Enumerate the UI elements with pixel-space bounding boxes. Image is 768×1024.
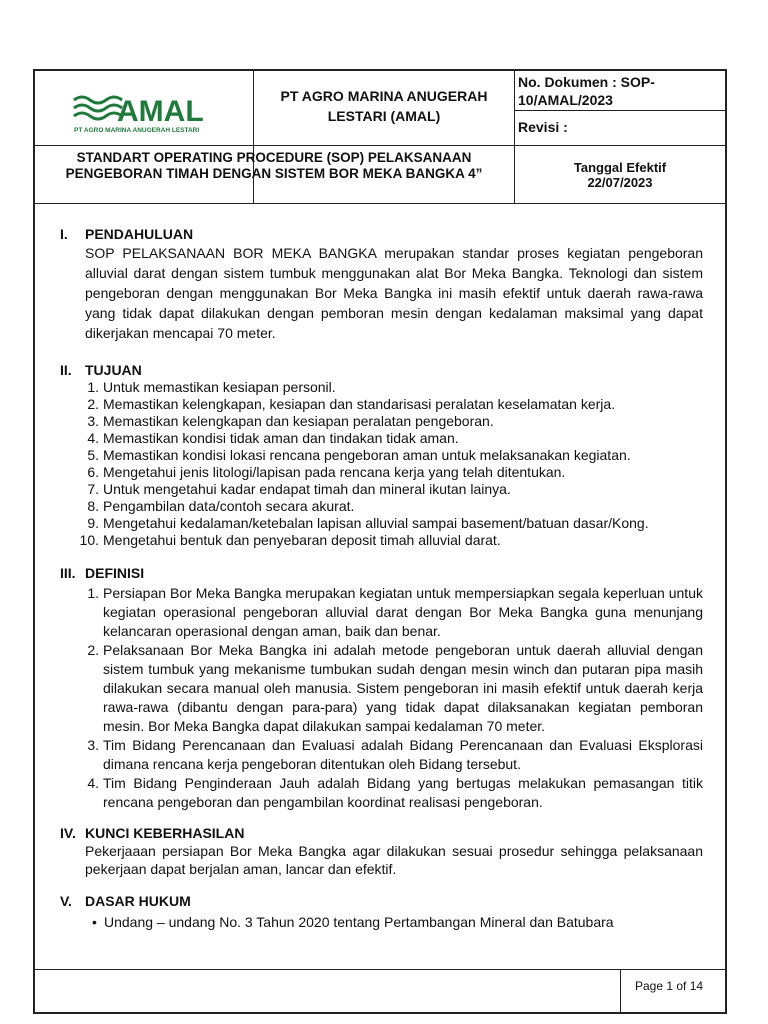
section-paragraph: Pekerjaaan persiapan Bor Meka Bangka agar dilakukan sesuai prosedur sehingga pelaksanaan pekerjaan dapat berjalan aman, lancar dan efektif. [85, 843, 703, 877]
company-name: PT AGRO MARINA ANUGERAH LESTARI (AMAL) [280, 88, 488, 124]
list-item-text: Memastikan kelengkapan, kesiapan dan standarisasi peralatan keselamatan kerja. [103, 396, 616, 412]
list-item-number: 5. [87, 447, 99, 463]
section-heading [60, 225, 703, 243]
section-dasar-hukum [60, 892, 703, 931]
section-number: I. [60, 226, 68, 242]
section-number: II. [60, 362, 72, 378]
section-paragraph: SOP PELAKSANAAN BOR MEKA BANGKA merupakan standar proses kegiatan pengeboran alluvial darat dengan sistem tumbuk menggunakan alat Bor Meka Bangka. Teknologi dan sistem pengeboran dengan menggunakan Bor Meka Bangka ini masih efektif untuk daerah rawa-rawa yang tidak dapat dilakukan dengan pemboran mesin dengan kedalaman maksimal yang dapat dikerjakan mencapai 70 meter. [85, 245, 703, 341]
section-title: TUJUAN [85, 362, 142, 378]
section-heading [60, 892, 703, 910]
logo-waves-icon [72, 92, 222, 138]
list-item [60, 379, 703, 396]
list-item-text: Memastikan kondisi tidak aman dan tindakan tidak aman. [103, 430, 459, 446]
logo-subtext: PT AGRO MARINA ANUGERAH LESTARI [74, 127, 200, 134]
header-divider [514, 110, 727, 111]
list-item [60, 736, 703, 774]
list-item-number: 2. [87, 642, 99, 658]
document-body [60, 225, 703, 945]
section-title: PENDAHULUAN [85, 226, 194, 242]
section-number: III. [60, 565, 76, 581]
list-item-number: 8. [87, 498, 99, 514]
section-title: DEFINISI [85, 565, 145, 581]
list-item-number: 1. [87, 585, 99, 601]
logo-text: AMAL [117, 95, 204, 128]
list-item [60, 584, 703, 641]
list-item-text: Persiapan Bor Meka Bangka merupakan kegiatan untuk mempersiapkan segala keperluan untuk kegiatan operasional pengeboran alluvial darat dengan Bor Meka Bangka guna menunjang kelancaran operasional dengan aman, baik dan benar. [103, 585, 703, 639]
page-number: Page 1 of 14 [635, 979, 704, 993]
list-item-number: 4. [87, 775, 99, 791]
section-heading [60, 361, 703, 379]
header-divider [514, 69, 515, 203]
definisi-list [60, 584, 703, 812]
header-divider [33, 203, 727, 204]
list-item [60, 447, 703, 464]
header-divider [253, 69, 254, 203]
section-title: KUNCI KEBERHASILAN [85, 825, 245, 841]
list-item-text: Memastikan kelengkapan dan kesiapan peralatan pengeboran. [103, 413, 494, 429]
list-item-text: Pelaksanaan Bor Meka Bangka ini adalah metode pengeboran untuk daerah alluvial dengan sistem tumbuk yang mekanisme tumbukan sudah dengan mesin winch dan putaran pipa masih dilakukan secara manual oleh manusia. Sistem pengeboran ini masih efektif untuk daerah kerja rawa-rawa (dibantu dengan para-para) yang tidak dapat dilaksanakan kegiatan pemboran mesin. Bor Meka Bangka dapat dilakukan sampai kedalaman 70 meter. [103, 642, 703, 734]
list-item [60, 396, 703, 413]
section-title: DASAR HUKUM [85, 893, 191, 909]
section-tujuan [60, 361, 703, 549]
list-item-number: 2. [87, 396, 99, 412]
list-item-number: 3. [87, 737, 99, 753]
bullet-text: Undang – undang No. 3 Tahun 2020 tentang Pertambangan Mineral dan Batubara [104, 914, 614, 930]
list-item [60, 515, 703, 532]
revision-label: Revisi : [518, 119, 568, 135]
list-item [60, 481, 703, 498]
list-item-number: 7. [87, 481, 99, 497]
list-item-text: Untuk mengetahui kadar endapat timah dan mineral ikutan lainya. [103, 481, 511, 497]
effective-date-block [518, 160, 722, 190]
list-item-text: Untuk memastikan kesiapan personil. [103, 379, 336, 395]
list-item-number: 9. [87, 515, 99, 531]
list-item [60, 641, 703, 736]
footer-divider [620, 969, 621, 1014]
footer-divider [33, 969, 727, 970]
list-item-text: Memastikan kondisi lokasi rencana pengeboran aman untuk melaksanakan kegiatan. [103, 447, 631, 463]
section-number: V. [60, 893, 72, 909]
section-number: IV. [60, 825, 76, 841]
list-item [60, 430, 703, 447]
list-item [60, 464, 703, 481]
company-logo [72, 92, 222, 138]
list-item-text: Tim Bidang Perencanaan dan Evaluasi adalah Bidang Perencanaan dan Evaluasi Eksplorasi dimana rencana kerja pengeboran ditentukan oleh Bidang tersebut. [103, 737, 703, 772]
list-item [60, 413, 703, 430]
list-item-number: 6. [87, 464, 99, 480]
list-item-number: 10. [79, 532, 99, 548]
list-item-text: Tim Bidang Penginderaan Jauh adalah Bidang yang bertugas melakukan pemasangan titik rencana pengeboran dan pengambilan koordinat realisasi pengeboran. [103, 775, 703, 810]
effective-date-label: Tanggal Efektif [573, 160, 667, 175]
dasar-hukum-list [85, 913, 703, 931]
list-item-number: 3. [87, 413, 99, 429]
section-heading [60, 824, 703, 842]
header-divider [33, 145, 727, 146]
section-kunci-keberhasilan [60, 824, 703, 878]
list-item-number: 1. [87, 379, 99, 395]
list-item-number: 4. [87, 430, 99, 446]
bullet-item [85, 913, 703, 931]
section-heading [60, 564, 703, 582]
list-item [60, 774, 703, 812]
list-item-text: Mengetahui bentuk dan penyebaran deposit timah alluvial darat. [103, 532, 501, 548]
document-number: No. Dokumen : SOP-10/AMAL/2023 [518, 74, 655, 108]
section-pendahuluan [60, 225, 703, 343]
effective-date-value: 22/07/2023 [587, 175, 653, 190]
list-item [60, 532, 703, 549]
list-item [60, 498, 703, 515]
bullet-icon: • [92, 914, 97, 930]
sop-title: STANDART OPERATING PROCEDURE (SOP) PELAKSANAAN PENGEBORAN TIMAH DENGAN SISTEM BOR MEKA BANGKA 4” [65, 150, 483, 181]
section-definisi [60, 564, 703, 812]
tujuan-list [60, 379, 703, 549]
list-item-text: Mengetahui kedalaman/ketebalan lapisan alluvial sampai basement/batuan dasar/Kong. [103, 515, 649, 531]
list-item-text: Mengetahui jenis litologi/lapisan pada rencana kerja yang telah ditentukan. [103, 464, 566, 480]
list-item-text: Pengambilan data/contoh secara akurat. [103, 498, 355, 514]
